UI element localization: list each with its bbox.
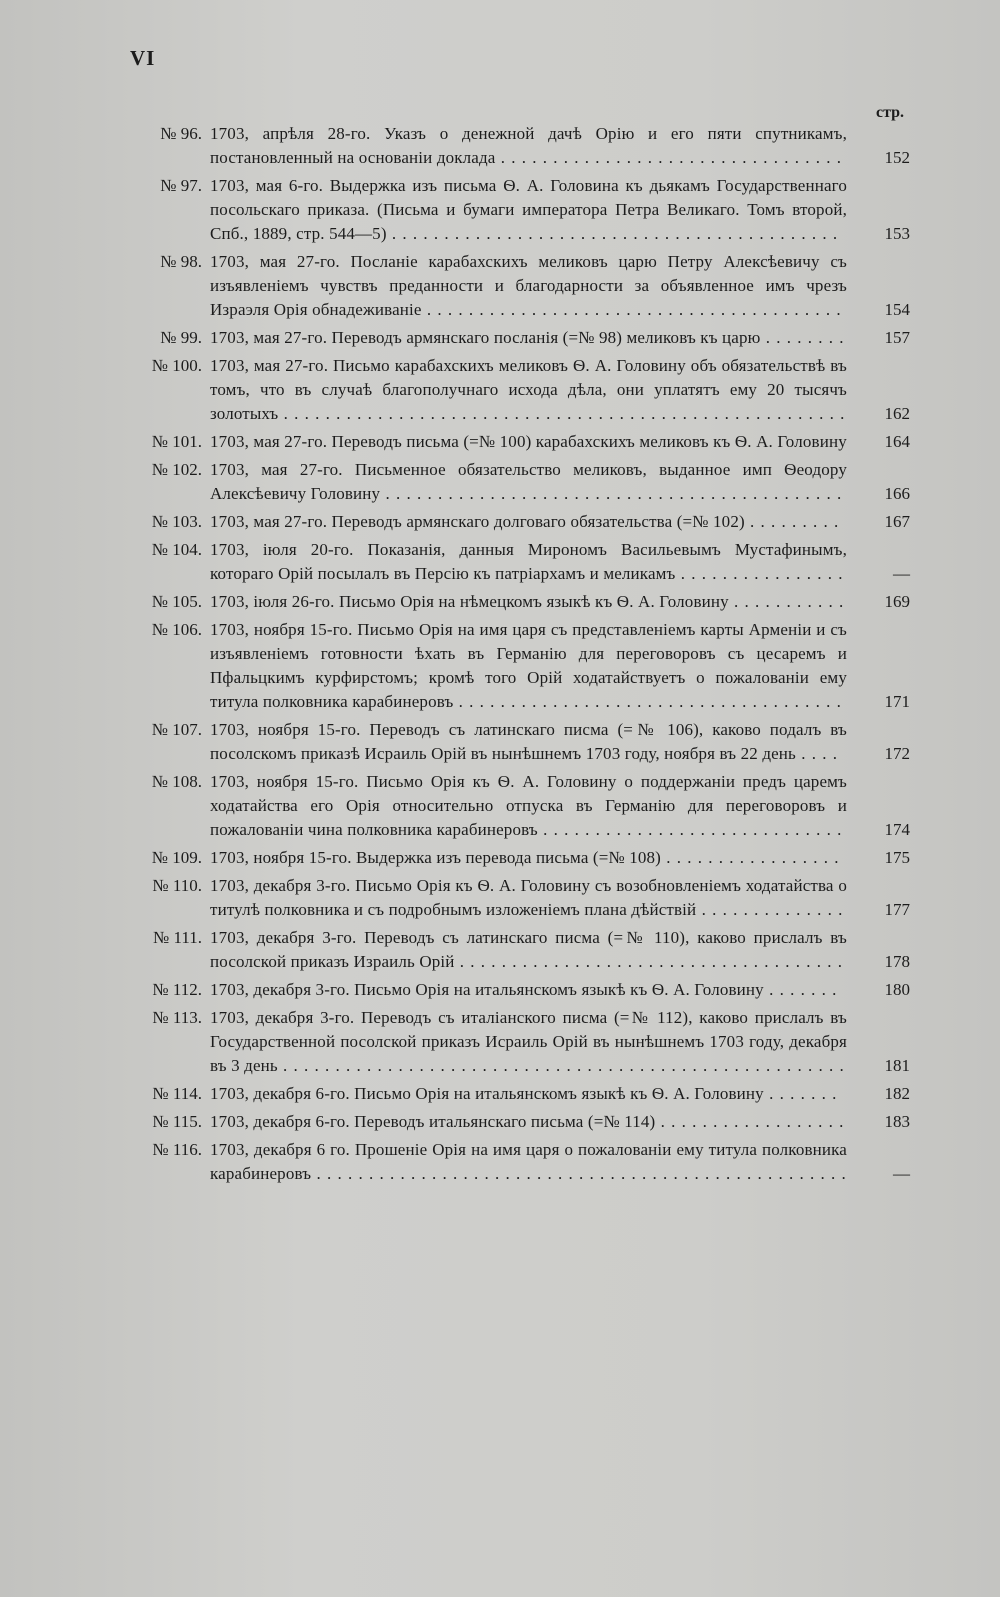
entry-description (210, 1082, 847, 1106)
leader-dots: . . . . . . . . . . . . . . . . . . . . . . . . . . . . . . . . . . . . . . . . (421, 300, 842, 319)
toc-entry (110, 250, 910, 322)
leader-dots: . . . . . . . (763, 980, 838, 999)
leader-dots: . . . . . . . . . . . . . . . . . . . . . . . . . . . . . . . . . (495, 148, 843, 167)
toc-entry (110, 770, 910, 842)
entry-description (210, 718, 847, 766)
entry-page-number: — (893, 1164, 910, 1183)
toc-entry (110, 846, 910, 870)
entry-description (210, 458, 847, 506)
toc-entry (110, 538, 910, 586)
toc-entry (110, 458, 910, 506)
leader-dots: . . . . . . . . . . . . . . . . . . . . . . . . . . . . . (537, 820, 843, 839)
entry-page-number: 177 (884, 900, 910, 919)
entry-page-number: 183 (884, 1112, 910, 1131)
leader-dots: . . . . . . . . (760, 328, 845, 347)
entry-text: 1703, ноября 15-го. Выдержка изъ перевода письма (=№ 108) (210, 848, 661, 867)
entry-text: 1703, декабря 3-го. Письмо Орія на итальянскомъ языкѣ къ Ѳ. А. Головину (210, 980, 764, 999)
entry-text: 1703, мая 27-го. Письмо карабахскихъ меликовъ Ѳ. А. Головину объ обязательствѣ въ томъ, что въ случаѣ благополучнаго исхода дѣла, они уплатятъ ему 20 тысячъ золотыхъ (210, 356, 847, 423)
entry-number: № 101. (151, 432, 202, 451)
entry-number: № 115. (152, 1112, 202, 1131)
toc-entry (110, 874, 910, 922)
entry-page-number: 178 (884, 952, 910, 971)
entry-page-number: 154 (884, 300, 910, 319)
leader-dots: . . . . . . . . . (744, 512, 840, 531)
entry-description (210, 174, 847, 246)
entry-page-number: 171 (884, 692, 910, 711)
entry-text: 1703, іюля 26-го. Письмо Орія на нѣмецкомъ языкѣ къ Ѳ. А. Головину (210, 592, 729, 611)
leader-dots: . . . . . . . . . . . . . . . . . . . . . . . . . . . . . . . . . . . . . . . . . . . . . . . . . . . . . . (278, 404, 846, 423)
table-of-contents (110, 122, 910, 1190)
entry-number: № 100. (151, 356, 202, 375)
toc-entry (110, 1006, 910, 1078)
entry-number: № 99. (160, 328, 202, 347)
entry-number: № 113. (152, 1008, 202, 1027)
entry-page-number: 174 (884, 820, 910, 839)
toc-entry (110, 926, 910, 974)
entry-description (210, 770, 847, 842)
entry-text: 1703, мая 27-го. Письменное обязательство меликовъ, выданное имп Ѳеодору Алексѣевичу Головину (210, 460, 847, 503)
entry-number: № 97. (160, 176, 202, 195)
entry-description (210, 1110, 847, 1134)
toc-entry (110, 174, 910, 246)
entry-page-number: 153 (884, 224, 910, 243)
entry-number: № 116. (152, 1140, 202, 1159)
entry-description (210, 122, 847, 170)
entry-description (210, 538, 847, 586)
leader-dots: . . . . . . . . . . . . . . . . . . . . . . . . . . . . . . . . . . . . . . . . . . . . . . . . . . . . . . (277, 1056, 845, 1075)
toc-entry (110, 1110, 910, 1134)
leader-dots: . . . . . . . . . . . . . . . . . . (655, 1112, 845, 1131)
entry-page-number: 169 (884, 592, 910, 611)
entry-page-number: 175 (884, 848, 910, 867)
entry-number: № 114. (152, 1084, 202, 1103)
entry-description (210, 430, 847, 454)
entry-number: № 104. (151, 540, 202, 559)
leader-dots: . . . . . . . . . . . . . . . . . (661, 848, 840, 867)
leader-dots: . . . . . . . . . . . . . . (696, 900, 844, 919)
entry-page-number: 172 (884, 744, 910, 763)
entry-description (210, 250, 847, 322)
entry-page-number: 181 (884, 1056, 910, 1075)
toc-entry (110, 122, 910, 170)
toc-entry (110, 618, 910, 714)
entry-text: 1703, мая 27-го. Переводъ письма (=№ 100) карабахскихъ меликовъ къ Ѳ. А. Головину (210, 432, 847, 451)
entry-number: № 107. (151, 720, 202, 739)
toc-entry (110, 354, 910, 426)
toc-entry (110, 510, 910, 534)
folio-number: VI (130, 46, 156, 70)
entry-text: 1703, іюля 20-го. Показанія, данныя Мирономъ Васильевымъ Мустафинымъ, котораго Орій посылалъ въ Персію къ патріархамъ и меликамъ (210, 540, 847, 583)
entry-description (210, 846, 847, 870)
leader-dots: . . . . (795, 744, 838, 763)
entry-number: № 98. (160, 252, 202, 271)
entry-text: 1703, мая 27-го. Переводъ армянскаго посланія (=№ 98) меликовъ къ царю (210, 328, 761, 347)
toc-entry (110, 978, 910, 1002)
entry-number: № 109. (151, 848, 202, 867)
entry-number: № 108. (151, 772, 202, 791)
toc-entry (110, 1082, 910, 1106)
entry-text: 1703, ноября 15-го. Письмо Орія на имя царя съ представленіемъ карты Арменіи и съ изъявленіемъ готовности ѣхать въ Германію для переговоровъ съ цесаремъ и Пфальцкимъ курфирстомъ; кромѣ того Орій ходатайствуетъ о пожалованіи ему титула полковника карабинеровъ (210, 620, 847, 711)
toc-entry (110, 326, 910, 350)
entry-text: 1703, декабря 6 го. Прошеніе Орія на имя царя о пожалованіи ему титула полковника карабинеровъ (210, 1140, 847, 1183)
entry-page-number: 164 (884, 432, 910, 451)
entry-description (210, 326, 847, 350)
entry-text: 1703, декабря 6-го. Переводъ итальянскаго письма (=№ 114) (210, 1112, 656, 1131)
entry-text: 1703, мая 6-го. Выдержка изъ письма Ѳ. А. Головина къ дьякамъ Государственнаго посольскаго приказа. (Письма и бумаги императора Петра Великаго. Томъ второй, Спб., 1889, стр. 544—5) (210, 176, 847, 243)
leader-dots: . . . . . . . . . . . (728, 592, 845, 611)
entry-number: № 96. (160, 124, 202, 143)
entry-description (210, 590, 847, 614)
entry-text: 1703, декабря 3-го. Переводъ съ италіанского писма (=№ 112), каково прислалъ въ Государственной посолской приказъ Исраиль Орій въ нынѣшнемъ 1703 году, декабря въ 3 день (210, 1008, 847, 1075)
entry-page-number: 167 (884, 512, 910, 531)
entry-text: 1703, декабря 3-го. Письмо Орія къ Ѳ. А. Головину съ возобновленіемъ ходатайства о титулѣ полковника и съ подробнымъ изложеніемъ плана дѣйствій (210, 876, 847, 919)
entry-description (210, 354, 847, 426)
entry-page-number: 157 (884, 328, 910, 347)
entry-number: № 103. (151, 512, 202, 531)
entry-page-number: — (893, 564, 910, 583)
entry-description (210, 510, 847, 534)
entry-page-number: 166 (884, 484, 910, 503)
entry-text: 1703, ноября 15-го. Переводъ съ латинскаго писма (=№ 106), каково подалъ въ посолскомъ приказѣ Исраиль Орій въ нынѣшнемъ 1703 году, ноября въ 22 день (210, 720, 847, 763)
leader-dots: . . . . . . . . . . . . . . . . . . . . . . . . . . . . . . . . . . . . . (453, 692, 842, 711)
entry-number: № 110. (152, 876, 202, 895)
entry-text: 1703, мая 27-го. Посланіе карабахскихъ меликовъ царю Петру Алексѣевичу съ изъявленіемъ чувствъ преданности и благодарности за объявленное имъ чрезъ Израэля Орія обнадеживаніе (210, 252, 847, 319)
entry-number: № 112. (152, 980, 202, 999)
entry-page-number: 152 (884, 148, 910, 167)
entry-page-number: 182 (884, 1084, 910, 1103)
leader-dots: . . . . . . . . . . . . . . . . . . . . . . . . . . . . . . . . . . . . . . . . . . . . . . . . . . . (311, 1164, 847, 1183)
entry-number: № 106. (151, 620, 202, 639)
entry-description (210, 1006, 847, 1078)
entry-text: 1703, ноября 15-го. Письмо Орія къ Ѳ. А. Головину о поддержаніи предъ царемъ ходатайства его Орія относительно отпуска въ Германію для переговоровъ и пожалованіи чина полковника карабинеровъ (210, 772, 847, 839)
leader-dots: . . . . . . . . . . . . . . . . . . . . . . . . . . . . . . . . . . . . . . . . . . . (386, 224, 839, 243)
leader-dots: . . . . . . . . . . . . . . . . . . . . . . . . . . . . . . . . . . . . . (454, 952, 844, 971)
toc-entry (110, 590, 910, 614)
leader-dots: . . . . . . . (763, 1084, 838, 1103)
entry-text: 1703, декабря 6-го. Письмо Орія на итальянскомъ языкѣ къ Ѳ. А. Головину (210, 1084, 764, 1103)
page-column-heading: стр. (876, 104, 905, 121)
entry-description (210, 618, 847, 714)
toc-entry (110, 430, 910, 454)
toc-entry (110, 718, 910, 766)
entry-number: № 111. (153, 928, 202, 947)
entry-number: № 105. (151, 592, 202, 611)
leader-dots: . . . . . . . . . . . . . . . . (675, 564, 844, 583)
entry-description (210, 874, 847, 922)
leader-dots: . . . . . . . . . . . . . . . . . . . . . . . . . . . . . . . . . . . . . . . . . . . . (380, 484, 843, 503)
entry-page-number: 162 (884, 404, 910, 423)
toc-entry (110, 1138, 910, 1186)
entry-number: № 102. (151, 460, 202, 479)
entry-text: 1703, мая 27-го. Переводъ армянскаго долговаго обязательства (=№ 102) (210, 512, 745, 531)
entry-text: 1703, апрѣля 28-го. Указъ о денежной дачѣ Орію и его пяти спутникамъ, постановленный на основаніи доклада (210, 124, 847, 167)
entry-text: 1703, декабря 3-го. Переводъ съ латинскаго писма (=№ 110), каково прислалъ въ посолской приказъ Израиль Орій (210, 928, 847, 971)
entry-description (210, 978, 847, 1002)
entry-description (210, 1138, 847, 1186)
entry-page-number: 180 (884, 980, 910, 999)
entry-description (210, 926, 847, 974)
